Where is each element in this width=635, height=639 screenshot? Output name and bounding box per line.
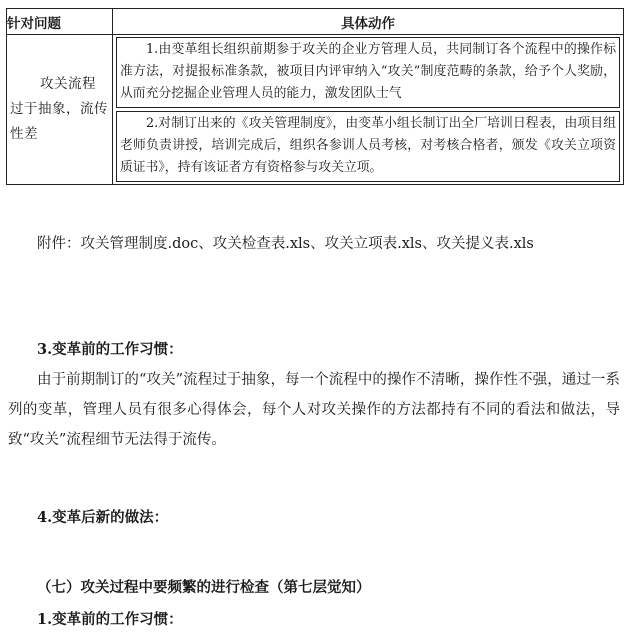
header-issue: 针对问题 xyxy=(7,9,113,35)
issue-action-table xyxy=(6,8,624,185)
action-item-1: 1.由变革组长组织前期参于攻关的企业方管理人员，共同制订各个流程中的操作标准方法，对提报标准条款，被项目内评审纳入“攻关”制度范畴的条款，给予个人奖励，从而充分挖掘企业管理人员的能力，激发团队士气 xyxy=(116,37,620,108)
table-row xyxy=(7,35,624,185)
section4-heading: 4.变革后新的做法： xyxy=(37,509,169,526)
issue-cell: 攻关流程过于抽象，流传性差 xyxy=(7,35,113,185)
section7-heading: （七）攻关过程中要频繁的进行检查（第七层觉知） xyxy=(37,579,371,596)
action-cell xyxy=(113,35,624,185)
section3-heading: 3.变革前的工作习惯： xyxy=(37,341,183,358)
section7-subheading: 1.变革前的工作习惯： xyxy=(37,611,183,628)
action-item-2: 2.对制订出来的《攻关管理制度》，由变革小组长制订出全厂培训日程表，由项目组老师负责讲授，培训完成后，组织各参训人员考核，对考核合格者，颁发《攻关立项资质证书》，持有该证者方有资格参与攻关立项。 xyxy=(116,111,620,182)
table-header-row xyxy=(7,9,624,35)
attachment-line: 附件：攻关管理制度.doc、攻关检查表.xls、攻关立项表.xls、攻关提义表.xls xyxy=(37,236,534,252)
header-action: 具体动作 xyxy=(113,9,624,35)
section3-body: 由于前期制订的“攻关”流程过于抽象，每一个流程中的操作不清晰，操作性不强，通过一系列的变革，管理人员有很多心得体会，每个人对攻关操作的方法都持有不同的看法和做法，导致“攻关”流程细节无法得于流传。 xyxy=(8,372,620,448)
